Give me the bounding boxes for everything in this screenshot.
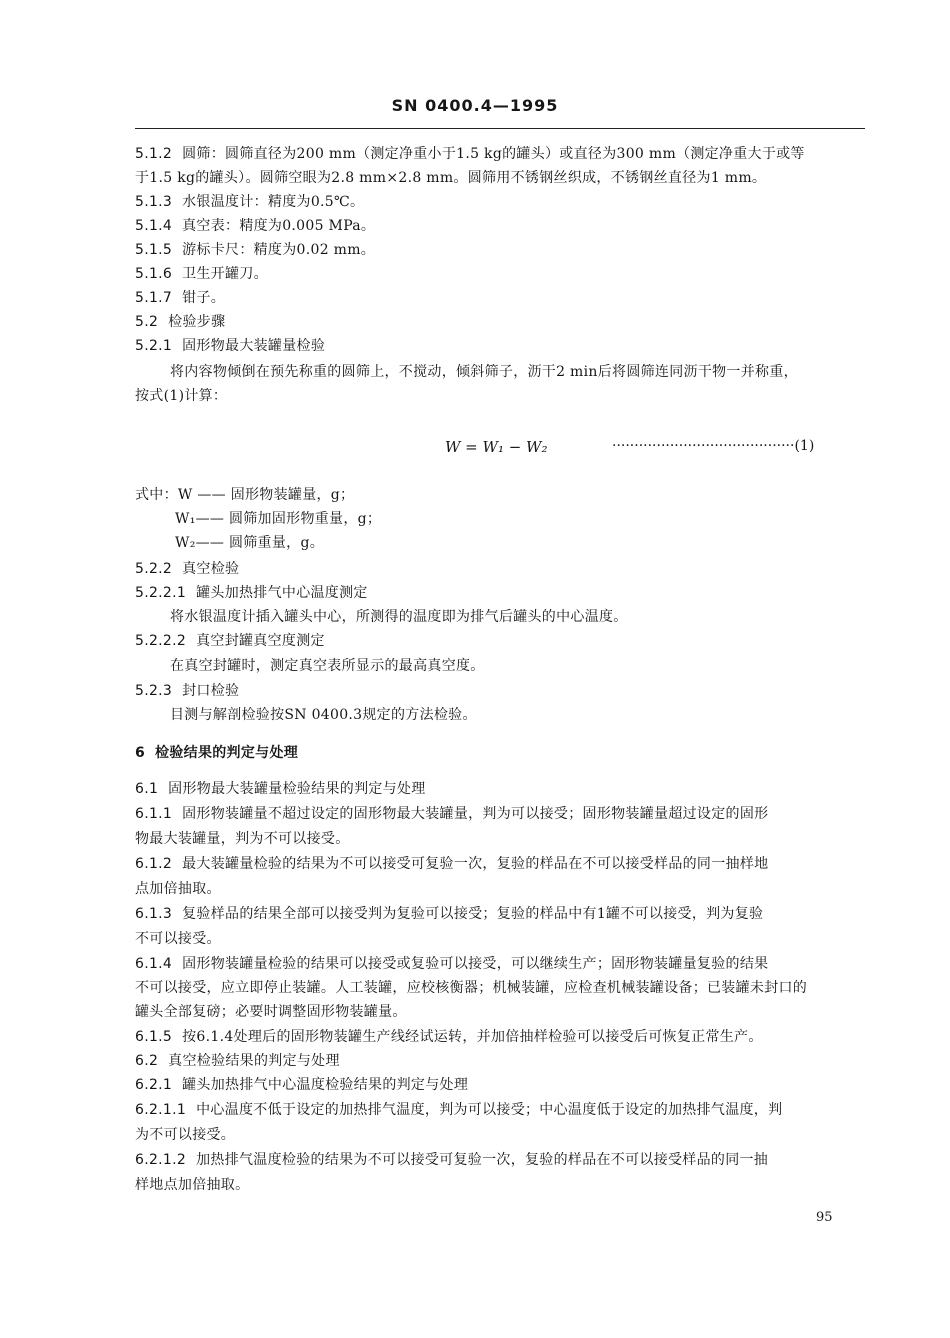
text-line <box>135 335 865 357</box>
line-text: 按式(1)计算： <box>135 388 228 404</box>
text-line <box>135 630 865 652</box>
header-rule <box>135 128 865 129</box>
text-line <box>135 828 865 850</box>
text-line <box>135 803 865 825</box>
line-text: 固形物最大装罐量检验 <box>182 338 326 354</box>
section-number: 5.2.3 <box>135 683 173 699</box>
section-number: 5.2.2 <box>135 561 173 577</box>
section-number: 6.1.3 <box>135 906 173 922</box>
text-line <box>135 928 865 950</box>
line-text: 将水银温度计插入罐头中心，所测得的温度即为排气后罐头的中心温度。 <box>170 609 628 625</box>
text-line <box>135 1050 865 1072</box>
line-text: 水银温度计：精度为0.5℃。 <box>182 194 365 210</box>
text-line <box>135 582 865 604</box>
section-number: 5.2.2.2 <box>135 633 187 649</box>
text-line <box>135 263 865 285</box>
text-line <box>135 878 865 900</box>
text-line <box>135 853 865 875</box>
line-text: 于1.5 kg的罐头）。圆筛空眼为2.8 mm×2.8 mm。圆筛用不锈钢丝织成，不锈钢丝直径为1 mm。 <box>135 170 767 186</box>
line-text: 将内容物倾倒在预先称重的圆筛上，不搅动，倾斜筛子，沥干2 min后将圆筛连同沥干物一并称重， <box>170 364 798 380</box>
text-line <box>135 558 865 580</box>
section-number: 5.1.5 <box>135 242 173 258</box>
section-number: 6.2.1 <box>135 1077 173 1093</box>
line-text: 圆筛：圆筛直径为200 mm（测定净重小于1.5 kg的罐头）或直径为300 mm（测定净重大于或等 <box>182 146 805 162</box>
text-line <box>135 953 865 975</box>
section-number: 6.1.5 <box>135 1029 173 1045</box>
text-line <box>135 778 865 800</box>
line-text: 式中：W —— 固形物装罐量，g； <box>135 487 355 503</box>
line-text: 罐头加热排气中心温度检验结果的判定与处理 <box>182 1077 469 1093</box>
standard-code-header: SN 0400.4—1995 <box>391 96 559 115</box>
line-text: 为不可以接受。 <box>135 1127 236 1143</box>
text-line <box>135 977 865 999</box>
section-number: 5.1.7 <box>135 290 173 306</box>
text-line <box>135 143 865 165</box>
text-line <box>135 311 865 333</box>
formula-dots: ········································· <box>612 438 795 454</box>
line-text: 卫生开罐刀。 <box>182 266 268 282</box>
line-text: 固形物装罐量检验的结果可以接受或复验可以接受，可以继续生产；固形物装罐量复验的结果 <box>182 956 769 972</box>
text-line <box>170 655 900 677</box>
text-line <box>135 1099 865 1121</box>
text-line <box>135 287 865 309</box>
text-line <box>135 680 865 702</box>
section-number: 5.2 <box>135 314 159 330</box>
text-line <box>135 1149 865 1171</box>
text-line <box>135 191 865 213</box>
section-number: 5.1.2 <box>135 146 173 162</box>
section-number: 6.1 <box>135 781 159 797</box>
line-text: 物最大装罐量，判为不可以接受。 <box>135 831 350 847</box>
line-text: 最大装罐量检验的结果为不可以接受可复验一次，复验的样品在不可以接受样品的同一抽样地 <box>182 856 769 872</box>
section-number: 6.2 <box>135 1053 159 1069</box>
text-line <box>135 903 865 925</box>
text-line <box>170 361 900 383</box>
text-line <box>135 742 865 764</box>
section-number: 5.2.2.1 <box>135 585 187 601</box>
line-text: 固形物最大装罐量检验结果的判定与处理 <box>168 781 426 797</box>
text-line <box>135 167 865 189</box>
formula-label: (1) <box>794 438 815 454</box>
line-text: 检验结果的判定与处理 <box>155 745 299 761</box>
line-text: 点加倍抽取。 <box>135 881 221 897</box>
section-number: 5.1.3 <box>135 194 173 210</box>
line-text: 目测与解剖检验按SN 0400.3规定的方法检验。 <box>170 707 477 723</box>
text-line <box>135 1074 865 1096</box>
text-line <box>170 704 900 726</box>
text-line <box>170 606 900 628</box>
line-text: 样地点加倍抽取。 <box>135 1177 250 1193</box>
line-text: 封口检验 <box>182 683 240 699</box>
line-text: 真空表：精度为0.005 MPa。 <box>182 218 376 234</box>
text-line <box>135 484 865 506</box>
line-text: 按6.1.4处理后的固形物装罐生产线经试运转，并加倍抽样检验可以接受后可恢复正常生产。 <box>182 1029 763 1045</box>
text-line <box>175 532 905 554</box>
section-number: 6.2.1.1 <box>135 1102 187 1118</box>
formula-leader <box>612 438 814 454</box>
text-line <box>135 1001 865 1023</box>
formula-expression: W = W₁ − W₂ <box>445 438 548 456</box>
line-text: 在真空封罐时，测定真空表所显示的最高真空度。 <box>170 658 485 674</box>
line-text: W₁—— 圆筛加固形物重量，g； <box>175 511 382 527</box>
text-line <box>135 1174 865 1196</box>
section-number: 5.2.1 <box>135 338 173 354</box>
line-text: 加热排气温度检验的结果为不可以接受可复验一次，复验的样品在不可以接受样品的同一抽 <box>196 1152 769 1168</box>
line-text: 固形物装罐量不超过设定的固形物最大装罐量，判为可以接受；固形物装罐量超过设定的固形 <box>182 806 769 822</box>
line-text: 不可以接受。 <box>135 931 221 947</box>
line-text: W₂—— 圆筛重量，g。 <box>175 535 325 551</box>
line-text: 真空封罐真空度测定 <box>196 633 325 649</box>
text-line <box>135 385 865 407</box>
line-text: 中心温度不低于设定的加热排气温度，判为可以接受；中心温度低于设定的加热排气温度，判 <box>196 1102 783 1118</box>
section-number: 6 <box>135 745 146 761</box>
line-text: 游标卡尺：精度为0.02 mm。 <box>182 242 376 258</box>
text-line <box>135 239 865 261</box>
section-number: 6.1.1 <box>135 806 173 822</box>
line-text: 不可以接受，应立即停止装罐。人工装罐，应校核衡器；机械装罐，应检查机械装罐设备；已装罐未封口的 <box>135 980 808 996</box>
section-number: 6.1.4 <box>135 956 173 972</box>
line-text: 钳子。 <box>182 290 226 306</box>
text-line <box>175 508 905 530</box>
section-number: 5.1.6 <box>135 266 173 282</box>
line-text: 真空检验 <box>182 561 240 577</box>
section-number: 6.2.1.2 <box>135 1152 187 1168</box>
text-line <box>135 215 865 237</box>
text-line <box>135 1026 865 1048</box>
page-number: 95 <box>816 1210 833 1225</box>
line-text: 罐头加热排气中心温度测定 <box>196 585 368 601</box>
line-text: 真空检验结果的判定与处理 <box>168 1053 340 1069</box>
text-line <box>135 1124 865 1146</box>
section-number: 5.1.4 <box>135 218 173 234</box>
line-text: 检验步骤 <box>168 314 226 330</box>
line-text: 罐头全部复磅；必要时调整固形物装罐量。 <box>135 1004 407 1020</box>
section-number: 6.1.2 <box>135 856 173 872</box>
line-text: 复验样品的结果全部可以接受判为复验可以接受；复验的样品中有1罐不可以接受，判为复验 <box>182 906 764 922</box>
